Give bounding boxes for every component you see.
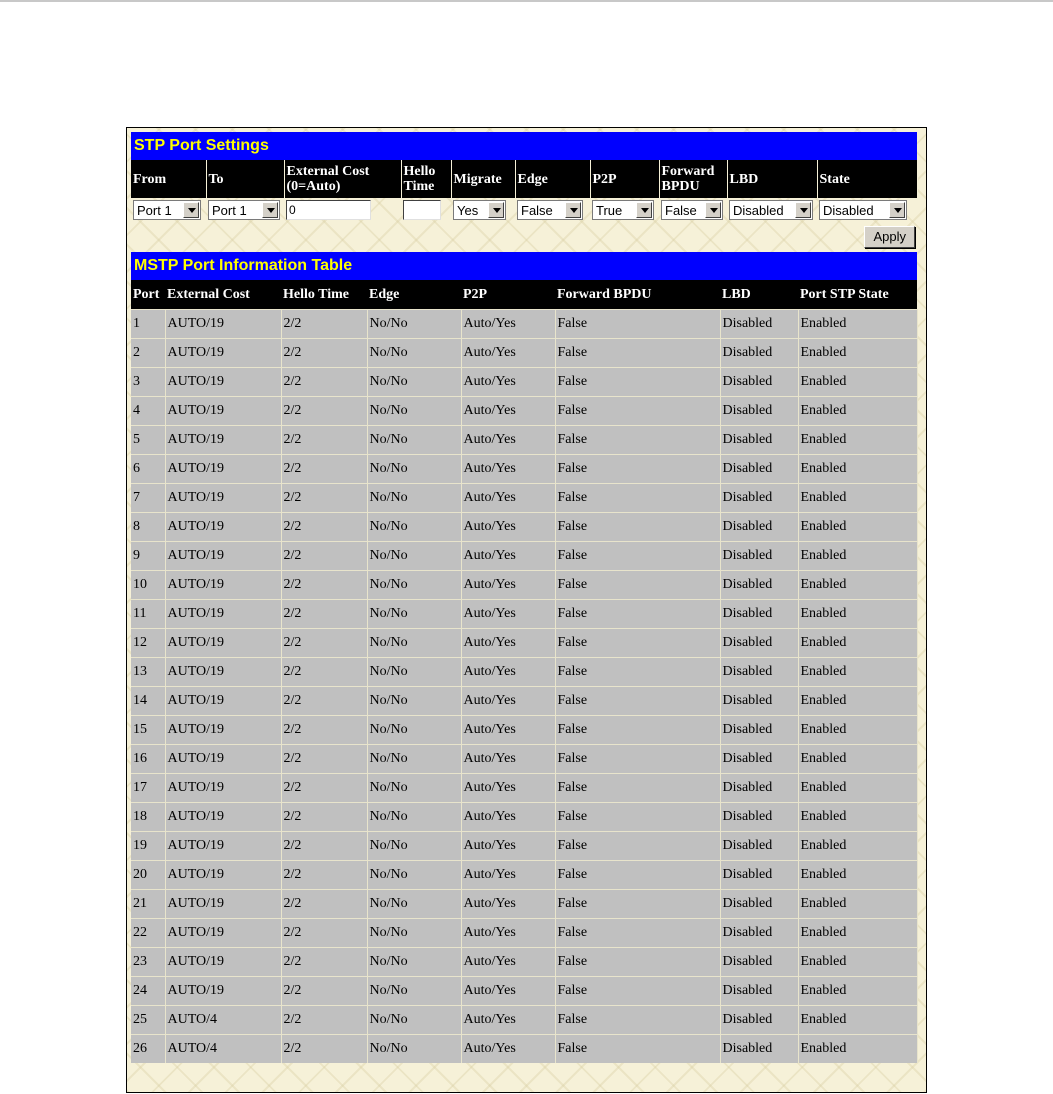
table-row [131,368,917,397]
table-cell: Enabled [798,948,917,977]
table-row [131,919,917,948]
table-cell: 3 [131,368,165,397]
table-cell: No/No [367,310,461,339]
table-cell: 1 [131,310,165,339]
column-header: P2P [461,280,555,310]
table-cell: 2/2 [281,455,367,484]
table-cell: AUTO/19 [165,629,281,658]
header-edge: Edge [515,160,590,198]
table-cell: No/No [367,745,461,774]
table-cell: False [555,455,720,484]
table-cell: No/No [367,339,461,368]
table-cell: False [555,310,720,339]
table-cell: 2/2 [281,397,367,426]
table-cell: No/No [367,455,461,484]
table-cell: No/No [367,919,461,948]
table-cell: False [555,890,720,919]
table-cell: False [555,803,720,832]
table-cell: Enabled [798,774,917,803]
table-cell: Disabled [720,948,798,977]
header-state: State [817,160,917,198]
table-cell: Enabled [798,310,917,339]
table-cell: No/No [367,977,461,1006]
table-cell: False [555,484,720,513]
table-cell: No/No [367,832,461,861]
table-cell: No/No [367,600,461,629]
table-cell: Enabled [798,716,917,745]
table-cell: No/No [367,774,461,803]
table-cell: No/No [367,426,461,455]
table-cell: 20 [131,861,165,890]
table-cell: Disabled [720,484,798,513]
table-cell: 24 [131,977,165,1006]
to-port-select[interactable] [208,200,280,220]
table-cell: Auto/Yes [461,397,555,426]
table-cell: AUTO/19 [165,484,281,513]
table-cell: Auto/Yes [461,484,555,513]
table-cell: AUTO/19 [165,513,281,542]
column-header: Edge [367,280,461,310]
table-cell: Auto/Yes [461,745,555,774]
table-cell: Disabled [720,832,798,861]
table-row [131,1006,917,1035]
table-cell: No/No [367,1035,461,1064]
table-cell: Auto/Yes [461,803,555,832]
table-cell: Enabled [798,629,917,658]
p2p-select[interactable] [592,200,654,220]
table-cell: No/No [367,397,461,426]
chevron-down-icon [488,202,504,218]
table-row [131,455,917,484]
table-cell: Enabled [798,542,917,571]
table-cell: 2/2 [281,774,367,803]
table-cell: 2/2 [281,803,367,832]
table-row [131,484,917,513]
table-cell: 8 [131,513,165,542]
table-cell: AUTO/19 [165,687,281,716]
table-row [131,745,917,774]
p2p-value: True [596,203,623,218]
table-cell: False [555,368,720,397]
table-cell: No/No [367,571,461,600]
table-cell: 2/2 [281,368,367,397]
table-cell: 18 [131,803,165,832]
table-cell: Disabled [720,774,798,803]
table-cell: 16 [131,745,165,774]
table-cell: No/No [367,948,461,977]
table-cell: Enabled [798,832,917,861]
table-cell: 2/2 [281,513,367,542]
table-cell: 26 [131,1035,165,1064]
table-row [131,774,917,803]
column-header: LBD [720,280,798,310]
table-cell: 2/2 [281,687,367,716]
table-cell: Enabled [798,687,917,716]
table-cell: AUTO/19 [165,310,281,339]
table-cell: AUTO/19 [165,948,281,977]
table-cell: False [555,513,720,542]
table-cell: False [555,1035,720,1064]
table-cell: Auto/Yes [461,542,555,571]
stp-port-settings-form [131,160,918,222]
table-row [131,687,917,716]
table-cell: AUTO/19 [165,977,281,1006]
table-cell: Auto/Yes [461,571,555,600]
table-row [131,861,917,890]
table-cell: Enabled [798,397,917,426]
table-cell: Enabled [798,1006,917,1035]
header-migrate: Migrate [451,160,515,198]
table-cell: 22 [131,919,165,948]
header-lbd: LBD [727,160,817,198]
table-cell: Enabled [798,977,917,1006]
table-cell: False [555,426,720,455]
table-cell: Enabled [798,484,917,513]
table-row [131,397,917,426]
table-row [131,310,917,339]
external-cost-input[interactable]: 0 [286,200,371,220]
table-cell: Enabled [798,571,917,600]
table-cell: Enabled [798,890,917,919]
from-port-value: Port 1 [137,203,172,218]
table-cell: 14 [131,687,165,716]
table-cell: 13 [131,658,165,687]
table-cell: No/No [367,658,461,687]
table-cell: 7 [131,484,165,513]
table-cell: 2/2 [281,600,367,629]
table-cell: Disabled [720,310,798,339]
table-cell: Disabled [720,890,798,919]
table-row [131,803,917,832]
table-row [131,658,917,687]
table-cell: Auto/Yes [461,629,555,658]
table-cell: Auto/Yes [461,919,555,948]
table-cell: No/No [367,629,461,658]
table-cell: 15 [131,716,165,745]
table-cell: AUTO/4 [165,1006,281,1035]
table-cell: 17 [131,774,165,803]
table-cell: AUTO/4 [165,1035,281,1064]
edge-value: False [521,203,553,218]
table-cell: Enabled [798,1035,917,1064]
table-cell: AUTO/19 [165,397,281,426]
table-cell: Auto/Yes [461,890,555,919]
migrate-select[interactable] [453,200,506,220]
table-cell: 23 [131,948,165,977]
table-cell: False [555,919,720,948]
table-cell: AUTO/19 [165,658,281,687]
table-cell: Disabled [720,339,798,368]
table-cell: 2/2 [281,745,367,774]
table-row [131,948,917,977]
table-cell: No/No [367,368,461,397]
chevron-down-icon [705,202,721,218]
table-cell: Auto/Yes [461,658,555,687]
table-cell: 2/2 [281,1006,367,1035]
table-cell: Auto/Yes [461,861,555,890]
table-cell: False [555,658,720,687]
table-cell: Auto/Yes [461,687,555,716]
column-header: Port [131,280,165,310]
table-cell: Disabled [720,629,798,658]
state-value: Disabled [823,203,874,218]
table-cell: AUTO/19 [165,542,281,571]
table-row [131,542,917,571]
stp-port-settings-title: STP Port Settings [131,132,917,160]
table-row [131,977,917,1006]
table-cell: 2/2 [281,571,367,600]
table-cell: AUTO/19 [165,745,281,774]
table-cell: AUTO/19 [165,455,281,484]
top-divider [0,0,1053,2]
table-cell: No/No [367,890,461,919]
table-cell: 9 [131,542,165,571]
table-cell: Disabled [720,745,798,774]
table-header-row [131,280,917,310]
table-cell: False [555,716,720,745]
table-cell: False [555,977,720,1006]
table-cell: Enabled [798,368,917,397]
table-cell: 19 [131,832,165,861]
table-cell: 2/2 [281,948,367,977]
lbd-value: Disabled [733,203,784,218]
table-cell: 2/2 [281,658,367,687]
table-cell: No/No [367,687,461,716]
table-row [131,716,917,745]
table-cell: False [555,600,720,629]
forward-bpdu-value: False [665,203,697,218]
table-cell: 2/2 [281,1035,367,1064]
chevron-down-icon [262,202,278,218]
table-row [131,339,917,368]
table-cell: Disabled [720,861,798,890]
table-cell: Enabled [798,426,917,455]
table-cell: False [555,339,720,368]
table-row [131,426,917,455]
table-cell: Disabled [720,571,798,600]
table-cell: AUTO/19 [165,716,281,745]
table-cell: False [555,774,720,803]
table-cell: Disabled [720,716,798,745]
table-cell: Disabled [720,919,798,948]
chevron-down-icon [565,202,581,218]
table-cell: False [555,948,720,977]
chevron-down-icon [795,202,811,218]
table-cell: Enabled [798,745,917,774]
table-row [131,1035,917,1064]
table-cell: 2/2 [281,542,367,571]
table-cell: 25 [131,1006,165,1035]
chevron-down-icon [636,202,652,218]
to-port-value: Port 1 [212,203,247,218]
column-header: Hello Time [281,280,367,310]
table-cell: Enabled [798,658,917,687]
table-cell: Auto/Yes [461,455,555,484]
table-cell: No/No [367,542,461,571]
table-cell: 2/2 [281,832,367,861]
table-row [131,890,917,919]
table-cell: No/No [367,803,461,832]
table-cell: Auto/Yes [461,1006,555,1035]
chevron-down-icon [183,202,199,218]
state-select[interactable] [819,200,907,220]
header-p2p: P2P [590,160,659,198]
table-cell: Enabled [798,919,917,948]
table-cell: Auto/Yes [461,310,555,339]
table-cell: Disabled [720,397,798,426]
table-cell: AUTO/19 [165,600,281,629]
table-cell: Auto/Yes [461,977,555,1006]
table-cell: Disabled [720,542,798,571]
table-cell: 2/2 [281,339,367,368]
table-cell: Auto/Yes [461,948,555,977]
table-cell: False [555,397,720,426]
table-cell: False [555,861,720,890]
table-cell: No/No [367,484,461,513]
apply-row [131,222,917,252]
table-cell: False [555,1006,720,1035]
table-cell: 6 [131,455,165,484]
table-row [131,832,917,861]
table-cell: 2/2 [281,919,367,948]
chevron-down-icon [889,202,905,218]
table-cell: 12 [131,629,165,658]
table-cell: 2/2 [281,890,367,919]
table-cell: Disabled [720,368,798,397]
table-cell: AUTO/19 [165,339,281,368]
table-cell: False [555,687,720,716]
column-header: External Cost [165,280,281,310]
hello-time-input[interactable] [403,200,441,220]
lbd-select[interactable] [729,200,813,220]
table-cell: 2/2 [281,484,367,513]
table-cell: False [555,832,720,861]
table-cell: 5 [131,426,165,455]
table-cell: 2/2 [281,310,367,339]
table-cell: 21 [131,890,165,919]
migrate-value: Yes [457,203,479,218]
table-cell: 2/2 [281,861,367,890]
table-cell: 2/2 [281,977,367,1006]
table-cell: False [555,571,720,600]
table-cell: AUTO/19 [165,861,281,890]
mstp-port-info-title: MSTP Port Information Table [131,252,917,280]
column-header: Forward BPDU [555,280,720,310]
table-cell: AUTO/19 [165,368,281,397]
forward-bpdu-select[interactable] [661,200,723,220]
header-from: From [131,160,206,198]
table-row [131,571,917,600]
table-cell: No/No [367,1006,461,1035]
table-cell: Disabled [720,803,798,832]
table-cell: 2/2 [281,629,367,658]
table-cell: Enabled [798,600,917,629]
table-cell: Disabled [720,1035,798,1064]
table-cell: AUTO/19 [165,832,281,861]
table-cell: False [555,542,720,571]
header-to: To [206,160,284,198]
table-cell: No/No [367,513,461,542]
content-frame [126,127,927,1093]
table-cell: No/No [367,716,461,745]
table-cell: 2 [131,339,165,368]
table-row [131,513,917,542]
table-cell: Enabled [798,803,917,832]
table-cell: Auto/Yes [461,600,555,629]
from-port-select[interactable] [133,200,201,220]
table-cell: False [555,745,720,774]
table-cell: AUTO/19 [165,890,281,919]
table-cell: 10 [131,571,165,600]
table-body [131,310,917,1064]
table-cell: Disabled [720,687,798,716]
table-cell: AUTO/19 [165,919,281,948]
table-cell: Auto/Yes [461,1035,555,1064]
content-inner [131,132,917,1063]
table-cell: Disabled [720,426,798,455]
apply-button[interactable]: Apply [864,226,915,248]
table-cell: Disabled [720,977,798,1006]
header-external-cost: External Cost (0=Auto) [284,160,401,198]
table-cell: Auto/Yes [461,513,555,542]
table-cell: Disabled [720,455,798,484]
table-cell: Disabled [720,1006,798,1035]
table-cell: AUTO/19 [165,426,281,455]
column-header: Port STP State [798,280,917,310]
table-cell: 2/2 [281,426,367,455]
header-forward-bpdu: Forward BPDU [659,160,727,198]
table-cell: Auto/Yes [461,426,555,455]
table-cell: AUTO/19 [165,803,281,832]
table-cell: False [555,629,720,658]
edge-select[interactable] [517,200,583,220]
table-cell: Enabled [798,339,917,368]
table-cell: Auto/Yes [461,832,555,861]
table-cell: Auto/Yes [461,339,555,368]
table-cell: 2/2 [281,716,367,745]
table-cell: 11 [131,600,165,629]
table-cell: Enabled [798,455,917,484]
table-row [131,629,917,658]
table-cell: Auto/Yes [461,368,555,397]
table-cell: AUTO/19 [165,774,281,803]
table-cell: Disabled [720,600,798,629]
header-hello-time: Hello Time [401,160,451,198]
table-cell: Enabled [798,861,917,890]
table-cell: No/No [367,861,461,890]
table-cell: 4 [131,397,165,426]
table-cell: Disabled [720,658,798,687]
table-cell: Auto/Yes [461,774,555,803]
table-cell: Auto/Yes [461,716,555,745]
table-cell: AUTO/19 [165,571,281,600]
table-row [131,600,917,629]
mstp-port-info-table [131,280,918,1063]
table-cell: Enabled [798,513,917,542]
table-cell: Disabled [720,513,798,542]
